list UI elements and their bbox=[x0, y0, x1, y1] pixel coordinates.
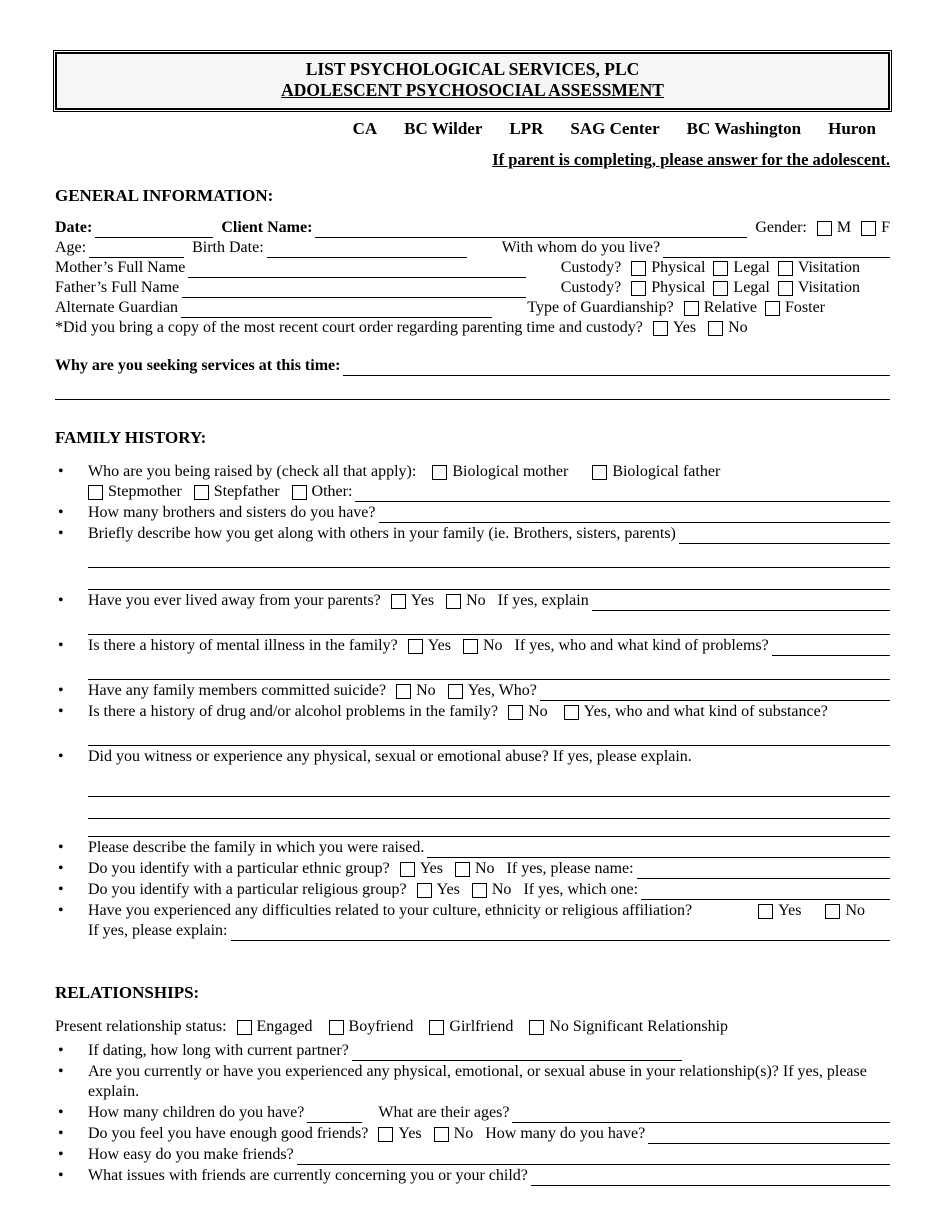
mental-illness-line2[interactable] bbox=[88, 658, 890, 680]
relationship-status-row bbox=[55, 1017, 890, 1037]
make-friends-item bbox=[55, 1145, 890, 1165]
birth-date-field[interactable] bbox=[267, 240, 467, 258]
father-custody-legal-checkbox[interactable] bbox=[713, 281, 728, 296]
suicide-row bbox=[88, 681, 890, 701]
abuse-witness-item bbox=[55, 747, 890, 837]
culture-difficulties-item bbox=[55, 901, 890, 941]
court-order-yes-label: Yes bbox=[672, 319, 697, 336]
friends-how-many-field[interactable] bbox=[648, 1126, 890, 1144]
gender-male-label: M bbox=[836, 219, 852, 236]
make-friends-question: • How easy do you make friends? bbox=[88, 1146, 294, 1163]
father-name-label: Father’s Full Name bbox=[55, 279, 180, 296]
mother-custody-visitation-label: Visitation bbox=[797, 259, 860, 276]
lived-away-if-yes-label: If yes, explain bbox=[497, 592, 589, 609]
ethnic-if-yes-label: If yes, please name: bbox=[506, 860, 634, 877]
gender-male-checkbox[interactable] bbox=[817, 221, 832, 236]
siblings-row bbox=[88, 503, 890, 523]
lived-away-no-label: No bbox=[466, 592, 486, 609]
religious-yes-checkbox[interactable] bbox=[417, 883, 432, 898]
mother-custody-row bbox=[55, 258, 860, 278]
father-custody-row bbox=[55, 278, 860, 298]
lived-away-item bbox=[55, 591, 890, 635]
lived-away-yes-label: Yes bbox=[410, 592, 435, 609]
raised-by-bio-father-label: Biological father bbox=[612, 463, 721, 480]
raised-by-stepmother-label: Stepmother bbox=[108, 483, 182, 500]
parent-instruction: If parent is completing, please answer for the adolescent. bbox=[492, 150, 890, 169]
raised-by-item bbox=[55, 462, 890, 502]
get-along-question: • Briefly describe how you get along with others in your family (ie. Brothers, sisters, parents) bbox=[88, 525, 676, 542]
general-information-heading: GENERAL INFORMATION: bbox=[55, 186, 274, 205]
father-custody-physical-checkbox[interactable] bbox=[631, 281, 646, 296]
friends-yes-label: Yes bbox=[398, 1125, 422, 1142]
family-history-heading: FAMILY HISTORY: bbox=[55, 428, 207, 447]
mother-custody-visitation-checkbox[interactable] bbox=[778, 261, 793, 276]
substance-row bbox=[88, 702, 890, 722]
raised-by-bio-father-checkbox[interactable] bbox=[592, 465, 607, 480]
raised-by-other-label: Other: bbox=[311, 483, 353, 500]
mental-illness-if-yes-label: If yes, who and what kind of problems? bbox=[514, 637, 769, 654]
friend-issues-row bbox=[88, 1166, 890, 1186]
relationship-abuse-item bbox=[55, 1062, 890, 1102]
lived-away-line2[interactable] bbox=[88, 613, 890, 635]
guardianship-foster-checkbox[interactable] bbox=[765, 301, 780, 316]
friend-issues-question: • What issues with friends are currently concerning you or your child? bbox=[88, 1167, 528, 1184]
status-none-label: No Significant Relationship bbox=[549, 1018, 729, 1035]
make-friends-row bbox=[88, 1145, 890, 1165]
raised-by-stepfather-checkbox[interactable] bbox=[194, 485, 209, 500]
live-with-field[interactable] bbox=[663, 240, 890, 258]
father-custody-label: Custody? bbox=[560, 279, 622, 296]
raised-by-row2 bbox=[88, 482, 890, 502]
status-none-checkbox[interactable] bbox=[529, 1020, 544, 1035]
client-name-label: Client Name: bbox=[221, 219, 313, 236]
status-girlfriend-checkbox[interactable] bbox=[429, 1020, 444, 1035]
court-order-no-checkbox[interactable] bbox=[708, 321, 723, 336]
dating-length-field[interactable] bbox=[352, 1043, 682, 1061]
siblings-item bbox=[55, 503, 890, 523]
status-engaged-checkbox[interactable] bbox=[237, 1020, 252, 1035]
father-name-field[interactable] bbox=[182, 280, 526, 298]
court-order-question: *Did you bring a copy of the most recent court order regarding parenting time and custody? bbox=[55, 319, 643, 336]
suicide-yes-label: Yes, Who? bbox=[467, 682, 537, 699]
mental-illness-row bbox=[88, 636, 890, 656]
raised-by-bio-mother-checkbox[interactable] bbox=[432, 465, 447, 480]
ethnic-yes-label: Yes bbox=[419, 860, 443, 877]
get-along-field[interactable] bbox=[679, 526, 890, 544]
gender-female-label: F bbox=[881, 219, 890, 236]
status-boyfriend-label: Boyfriend bbox=[348, 1018, 414, 1035]
ethnic-group-row bbox=[88, 859, 890, 879]
live-with-label: With whom do you live? bbox=[501, 239, 661, 256]
guardianship-type-label: Type of Guardianship? bbox=[527, 299, 674, 316]
substance-question: • Is there a history of drug and/or alcohol problems in the family? bbox=[88, 703, 499, 720]
mother-custody-legal-checkbox[interactable] bbox=[713, 261, 728, 276]
seeking-services-field[interactable] bbox=[343, 358, 890, 376]
difficulties-explain-field[interactable] bbox=[231, 923, 891, 941]
raised-by-stepfather-label: Stepfather bbox=[213, 483, 280, 500]
mother-custody-physical-label: Physical bbox=[651, 259, 706, 276]
mother-name-label: Mother’s Full Name bbox=[55, 259, 186, 276]
dating-length-item bbox=[55, 1041, 890, 1061]
form-title: ADOLESCENT PSYCHOSOCIAL ASSESSMENT bbox=[281, 80, 664, 100]
get-along-row bbox=[88, 524, 890, 544]
guardian-row bbox=[55, 298, 825, 318]
ethnic-group-item bbox=[55, 859, 890, 879]
culture-difficulties-row1 bbox=[88, 901, 865, 921]
location-ca: CA bbox=[352, 119, 378, 138]
children-row bbox=[88, 1103, 890, 1123]
substance-item bbox=[55, 702, 890, 746]
religious-group-row bbox=[88, 880, 890, 900]
difficulties-no-checkbox[interactable] bbox=[825, 904, 840, 919]
alternate-guardian-field[interactable] bbox=[181, 300, 492, 318]
describe-family-item bbox=[55, 838, 890, 858]
friends-item bbox=[55, 1124, 890, 1144]
suicide-yes-checkbox[interactable] bbox=[448, 684, 463, 699]
children-ages-field[interactable] bbox=[512, 1105, 890, 1123]
status-boyfriend-checkbox[interactable] bbox=[329, 1020, 344, 1035]
abuse-witness-line3[interactable] bbox=[88, 819, 890, 837]
ethnic-yes-checkbox[interactable] bbox=[400, 862, 415, 877]
gender-female-checkbox[interactable] bbox=[861, 221, 876, 236]
raised-by-bio-mother-label: Biological mother bbox=[452, 463, 569, 480]
suicide-item bbox=[55, 681, 890, 701]
guardianship-relative-checkbox[interactable] bbox=[684, 301, 699, 316]
gender-label: Gender: bbox=[755, 219, 807, 236]
status-girlfriend-label: Girlfriend bbox=[449, 1018, 514, 1035]
difficulties-yes-checkbox[interactable] bbox=[758, 904, 773, 919]
make-friends-field[interactable] bbox=[297, 1147, 890, 1165]
siblings-field[interactable] bbox=[379, 505, 891, 523]
get-along-line2[interactable] bbox=[88, 546, 890, 568]
mother-name-field[interactable] bbox=[188, 260, 525, 278]
mental-illness-yes-label: Yes bbox=[427, 637, 451, 654]
seeking-services-line2[interactable] bbox=[55, 378, 890, 400]
suicide-question: • Have any family members committed suicide? bbox=[88, 682, 387, 699]
get-along-item bbox=[55, 524, 890, 590]
difficulties-no-label: No bbox=[845, 902, 865, 919]
relationships-heading: RELATIONSHIPS: bbox=[55, 983, 200, 1002]
father-custody-visitation-label: Visitation bbox=[797, 279, 860, 296]
status-engaged-label: Engaged bbox=[256, 1018, 313, 1035]
mental-illness-field[interactable] bbox=[772, 638, 890, 656]
raised-by-other-field[interactable] bbox=[355, 484, 890, 502]
mental-illness-no-label: No bbox=[482, 637, 503, 654]
friend-issues-field[interactable] bbox=[531, 1168, 890, 1186]
suicide-who-field[interactable] bbox=[540, 683, 890, 701]
ethnic-no-checkbox[interactable] bbox=[455, 862, 470, 877]
age-label: Age: bbox=[55, 239, 87, 256]
children-count-question: • How many children do you have? bbox=[88, 1104, 305, 1121]
date-field[interactable] bbox=[95, 220, 213, 238]
location-huron: Huron bbox=[828, 119, 876, 138]
describe-family-field[interactable] bbox=[427, 840, 890, 858]
friends-row bbox=[88, 1124, 890, 1144]
religious-name-field[interactable] bbox=[641, 882, 890, 900]
office-locations bbox=[55, 119, 890, 139]
guardianship-relative-label: Relative bbox=[703, 299, 757, 316]
location-bc-washington: BC Washington bbox=[686, 119, 802, 138]
substance-line2[interactable] bbox=[88, 724, 890, 746]
culture-difficulties-row2 bbox=[88, 921, 890, 941]
seeking-services-row bbox=[55, 356, 890, 376]
abuse-witness-question: • Did you witness or experience any physical, sexual or emotional abuse? If yes, please explain. bbox=[88, 748, 692, 765]
substance-no-checkbox[interactable] bbox=[508, 705, 523, 720]
ethnic-name-field[interactable] bbox=[637, 861, 890, 879]
religious-group-item bbox=[55, 880, 890, 900]
religious-no-label: No bbox=[491, 881, 512, 898]
friends-no-label: No bbox=[453, 1125, 474, 1142]
date-name-gender-row bbox=[55, 218, 890, 238]
dating-length-row bbox=[88, 1041, 890, 1061]
court-order-no-label: No bbox=[728, 319, 748, 336]
age-birthdate-livewith-row bbox=[55, 238, 890, 258]
abuse-witness-row bbox=[88, 747, 890, 767]
guardianship-foster-label: Foster bbox=[785, 299, 825, 316]
difficulties-question: • Have you experienced any difficulties related to your culture, ethnicity or religious affiliation? bbox=[88, 902, 693, 919]
mother-custody-legal-label: Legal bbox=[733, 259, 770, 276]
mental-illness-question: • Is there a history of mental illness in the family? bbox=[88, 637, 398, 654]
mother-custody-label: Custody? bbox=[560, 259, 622, 276]
raised-by-stepmother-checkbox[interactable] bbox=[88, 485, 103, 500]
location-sag-center: SAG Center bbox=[570, 119, 660, 138]
age-field[interactable] bbox=[89, 240, 184, 258]
substance-yes-checkbox[interactable] bbox=[564, 705, 579, 720]
relationship-status-label: Present relationship status: bbox=[55, 1018, 227, 1035]
raised-by-row1 bbox=[88, 462, 890, 482]
friends-yes-checkbox[interactable] bbox=[378, 1127, 393, 1142]
religious-if-yes-label: If yes, which one: bbox=[523, 881, 639, 898]
mental-illness-item bbox=[55, 636, 890, 680]
dating-length-question: • If dating, how long with current partner? bbox=[88, 1042, 349, 1059]
friend-issues-item bbox=[55, 1166, 890, 1186]
abuse-witness-line2[interactable] bbox=[88, 797, 890, 819]
lived-away-yes-checkbox[interactable] bbox=[391, 594, 406, 609]
raised-by-question: • Who are you being raised by (check all that apply): bbox=[88, 463, 417, 480]
father-custody-physical-label: Physical bbox=[651, 279, 706, 296]
siblings-question: • How many brothers and sisters do you have? bbox=[88, 504, 376, 521]
ethnic-no-label: No bbox=[474, 860, 495, 877]
location-lpr: LPR bbox=[509, 119, 544, 138]
difficulties-if-yes-label: If yes, please explain: bbox=[88, 922, 228, 939]
ethnic-question: • Do you identify with a particular ethnic group? bbox=[88, 860, 390, 877]
substance-no-label: No bbox=[528, 703, 548, 720]
suicide-no-label: No bbox=[416, 682, 436, 699]
children-count-field[interactable] bbox=[307, 1105, 362, 1123]
organization-name: LIST PSYCHOLOGICAL SERVICES, PLC bbox=[305, 59, 640, 79]
relationship-abuse-question: • Are you currently or have you experienced any physical, emotional, or sexual abuse in your relationship(s)? If yes, please explain. bbox=[88, 1063, 867, 1100]
location-bc-wilder: BC Wilder bbox=[404, 119, 483, 138]
seeking-services-label: Why are you seeking services at this time: bbox=[55, 357, 341, 374]
raised-by-other-checkbox[interactable] bbox=[292, 485, 307, 500]
birth-date-label: Birth Date: bbox=[192, 239, 264, 256]
court-order-row bbox=[55, 318, 890, 338]
children-item bbox=[55, 1103, 890, 1123]
form-header-box bbox=[55, 52, 890, 110]
friends-how-many-label: How many do you have? bbox=[485, 1125, 646, 1142]
mental-illness-yes-checkbox[interactable] bbox=[408, 639, 423, 654]
describe-family-question: • Please describe the family in which you were raised. bbox=[88, 839, 425, 856]
get-along-line3[interactable] bbox=[88, 568, 890, 590]
describe-family-row bbox=[88, 838, 890, 858]
lived-away-question: • Have you ever lived away from your parents? bbox=[88, 592, 381, 609]
friends-no-checkbox[interactable] bbox=[434, 1127, 449, 1142]
lived-away-row bbox=[88, 591, 890, 611]
difficulties-yes-label: Yes bbox=[778, 902, 802, 919]
client-name-field[interactable] bbox=[315, 220, 747, 238]
lived-away-explain-field[interactable] bbox=[592, 593, 890, 611]
children-ages-label: What are their ages? bbox=[378, 1104, 510, 1121]
friends-question: • Do you feel you have enough good friends? bbox=[88, 1125, 369, 1142]
lived-away-no-checkbox[interactable] bbox=[446, 594, 461, 609]
substance-yes-label: Yes, who and what kind of substance? bbox=[583, 703, 828, 720]
abuse-witness-line1[interactable] bbox=[88, 775, 890, 797]
father-custody-legal-label: Legal bbox=[733, 279, 770, 296]
mental-illness-no-checkbox[interactable] bbox=[463, 639, 478, 654]
mother-custody-physical-checkbox[interactable] bbox=[631, 261, 646, 276]
suicide-no-checkbox[interactable] bbox=[396, 684, 411, 699]
religious-question: • Do you identify with a particular religious group? bbox=[88, 881, 407, 898]
religious-yes-label: Yes bbox=[436, 881, 460, 898]
father-custody-visitation-checkbox[interactable] bbox=[778, 281, 793, 296]
religious-no-checkbox[interactable] bbox=[472, 883, 487, 898]
alternate-guardian-label: Alternate Guardian bbox=[55, 299, 179, 316]
date-label: Date: bbox=[55, 219, 93, 236]
court-order-yes-checkbox[interactable] bbox=[653, 321, 668, 336]
